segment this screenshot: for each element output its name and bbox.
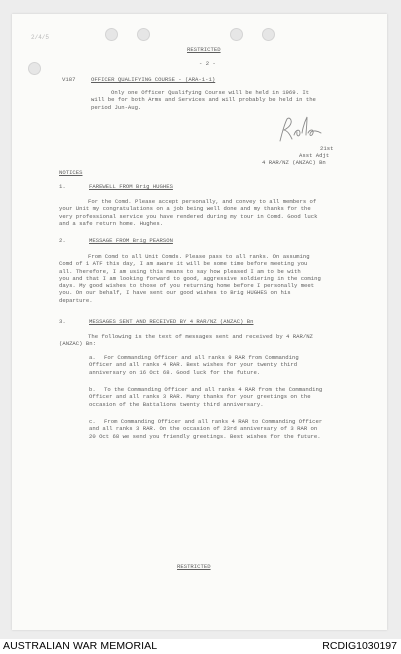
reference-code: V187	[62, 76, 76, 83]
punch-hole	[137, 28, 150, 41]
archive-footer	[0, 639, 401, 654]
text-line: very professional service you have rendered during my tour in Comd. Good luck	[59, 212, 318, 220]
text-line: anniversary on 16 Oct 68. Good luck for the future.	[89, 368, 261, 376]
sub-item-a	[89, 354, 299, 376]
item2-paragraph	[59, 253, 321, 304]
qualifying-heading: OFFICER QUALIFYING COURSE - (ARA-1-1)	[91, 76, 216, 83]
text-line: 20 Oct 68 we send you friendly greetings. Best wishes for the future.	[89, 432, 321, 440]
text-line: occasion of the Battalions twenty third anniversary.	[89, 400, 264, 408]
item-heading: MESSAGE FROM Brig PEARSON	[89, 237, 173, 244]
text-line: departure.	[59, 296, 93, 304]
text-line: For Commanding Officer and all ranks 9 RAR from Commanding	[104, 354, 299, 361]
text-line: Officer and all ranks 3 RAR. Many thanks for your greetings on the	[89, 393, 311, 401]
text-line: Only one Officer Qualifying Course will be held in 1969. It	[111, 89, 310, 96]
item3-intro	[59, 333, 313, 348]
text-line: Comd of 1 ATF this day, I am aware it will be some time before meeting you	[59, 260, 308, 268]
item-number: 1.	[59, 183, 66, 190]
page-number: - 2 -	[199, 60, 216, 67]
punch-hole	[105, 28, 118, 41]
footer-record-id: RCDIG1030197	[322, 640, 397, 652]
text-line: From Comd to all Unit Comds. Please pass to all ranks. On assuming	[88, 253, 310, 260]
qualifying-paragraph	[91, 89, 316, 111]
text-line: and all ranks 3 RAR. On the occasion of 23rd anniversary of 3 RAR on	[89, 425, 318, 433]
text-line: (ANZAC) Bn:	[59, 340, 96, 348]
text-line: your Unit my congratulations on a job being well done and my thanks for the	[59, 205, 311, 213]
sub-item-b	[89, 386, 322, 408]
text-line: For the Comd. Please accept personally, and convey to all members of	[88, 198, 317, 205]
handwritten-signature	[276, 115, 324, 145]
item-number: 3.	[59, 318, 66, 325]
item-heading: MESSAGES SENT AND RECEIVED BY 4 RAR/NZ (ANZAC) Bn	[89, 318, 254, 325]
sub-item-letter: c.	[89, 418, 96, 425]
signature-title: Asst Adjt	[299, 152, 330, 159]
signature-unit: 4 RAR/NZ (ANZAC) Bn	[262, 159, 326, 166]
notices-heading: NOTICES	[59, 169, 83, 176]
item-heading: FAREWELL FROM Brig HUGHES	[89, 183, 173, 190]
item1-paragraph	[59, 198, 317, 227]
sub-item-letter: b.	[89, 386, 96, 393]
footer-institution: AUSTRALIAN WAR MEMORIAL	[3, 640, 158, 652]
sub-item-c	[89, 418, 322, 440]
text-line: will be for both Arms and Services and will probably be held in the	[91, 96, 316, 104]
text-line: all. Therefore, I am using this means to say how pleased I am to be with	[59, 267, 301, 275]
sub-item-letter: a.	[89, 354, 96, 361]
text-line: and a safe return home. Hughes.	[59, 219, 164, 227]
punch-hole	[262, 28, 275, 41]
text-line: From Commanding Officer and all ranks 4 RAR to Commanding Officer	[104, 418, 323, 425]
punch-hole	[28, 62, 41, 75]
text-line: The following is the text of messages sent and received by 4 RAR/NZ	[88, 333, 313, 340]
text-line: you and that I am looking forward to good, aggressive soldiering in the coming	[59, 274, 321, 282]
pencil-mark: 2/4/5	[31, 34, 50, 41]
item-number: 2.	[59, 237, 66, 244]
classification-bottom: RESTRICTED	[177, 563, 211, 570]
classification-top: RESTRICTED	[187, 46, 221, 53]
signature-date: 21st	[320, 145, 334, 152]
text-line: Officer and all ranks 4 RAR. Best wishes for your twenty third	[89, 361, 298, 369]
text-line: you. On our behalf, I have sent our good wishes to Brig HUGHES on his	[59, 289, 291, 297]
text-line: period Jun-Aug.	[91, 103, 142, 111]
text-line: To the Commanding Officer and all ranks 4 RAR from the Commanding	[104, 386, 323, 393]
text-line: days. My good wishes to those of you returning home before I personally meet	[59, 282, 315, 290]
punch-hole	[230, 28, 243, 41]
